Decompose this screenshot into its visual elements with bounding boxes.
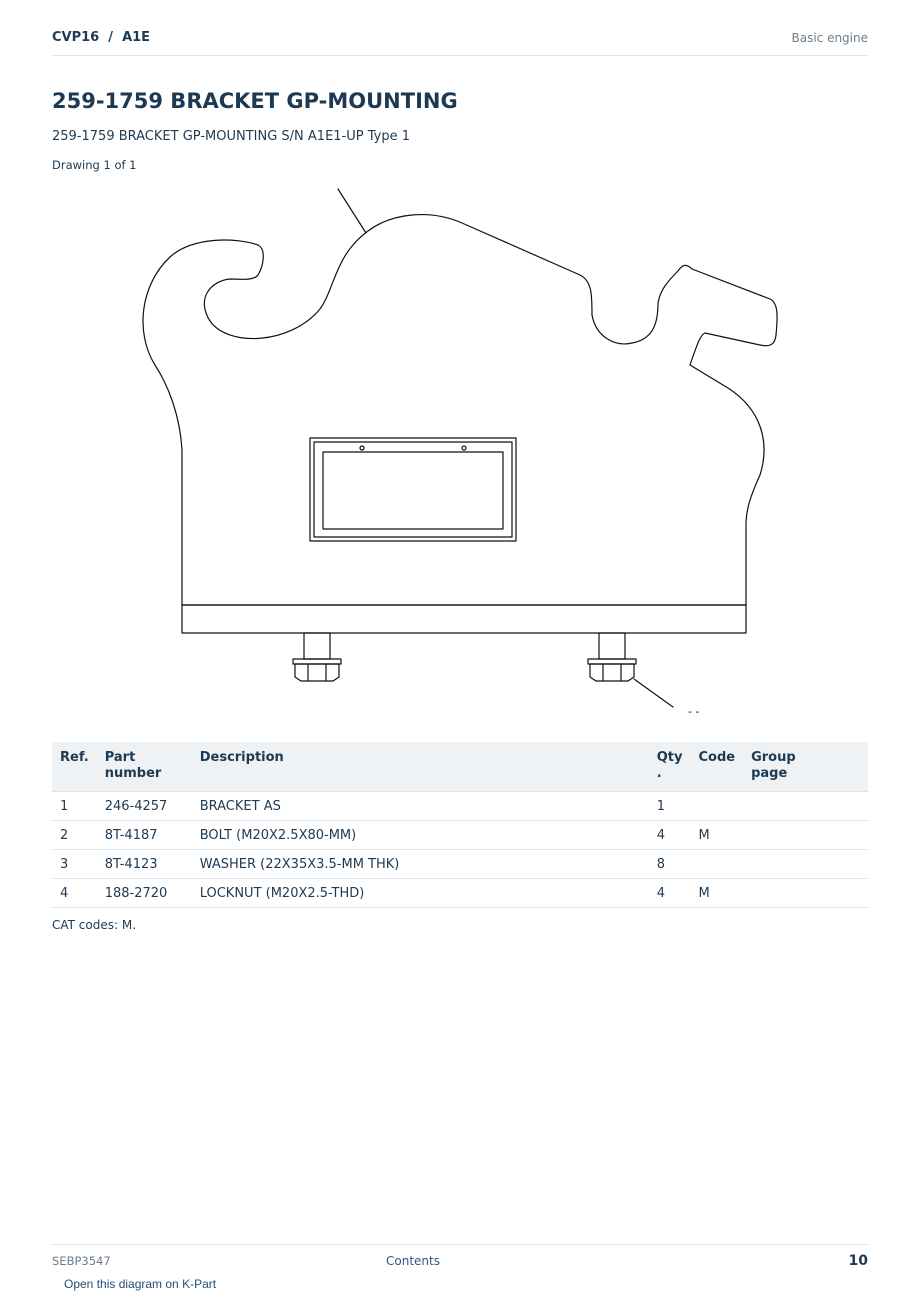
window-hole-left: [360, 446, 364, 450]
col-header-ref: Ref.: [52, 742, 97, 792]
table-row: [52, 792, 868, 821]
cell-code: M: [690, 879, 743, 908]
qty-header-line2: .: [656, 766, 662, 781]
table-row: [52, 879, 868, 908]
col-header-part-number: Part number: [97, 742, 192, 792]
cell-qty: 4: [649, 879, 691, 908]
bolt-shank-right: [599, 633, 625, 659]
plate-window-inner: [323, 452, 503, 529]
cell-part-number: 8T-4187: [97, 821, 192, 850]
callout-label: - -: [688, 705, 700, 718]
cell-part-number: 8T-4123: [97, 850, 192, 879]
table-header-row: [52, 742, 868, 792]
bracket-plate: [143, 215, 777, 605]
callout-leader-bottom: [634, 679, 673, 707]
cell-group-page: [743, 821, 868, 850]
cell-group-page: [743, 792, 868, 821]
col-header-group-page: [743, 742, 868, 792]
cell-code: M: [690, 821, 743, 850]
page-number: 10: [848, 1253, 868, 1269]
cell-code: [690, 792, 743, 821]
plate-window-mid: [314, 442, 512, 537]
cell-ref: 4: [52, 879, 97, 908]
open-kpart-link[interactable]: Open this diagram on K-Part: [64, 1277, 217, 1291]
bolt-shank-left: [304, 633, 330, 659]
nut-right: [590, 664, 634, 681]
breadcrumb: CVP16 / A1E: [52, 30, 151, 45]
page-title: 259-1759 BRACKET GP-MOUNTING: [52, 89, 458, 113]
bracket-drawing[interactable]: [130, 185, 790, 720]
group-header-line1: Group: [751, 750, 796, 765]
qty-header-line1: Qty: [656, 750, 683, 765]
table-row: [52, 821, 868, 850]
cell-description: BRACKET AS: [192, 792, 649, 821]
washer-left: [293, 659, 341, 664]
cell-ref: 3: [52, 850, 97, 879]
drawing-count: Drawing 1 of 1: [52, 158, 137, 172]
group-header-line2: page: [751, 766, 788, 781]
callout-leader-top: [338, 189, 366, 233]
document-id: SEBP3547: [52, 1254, 111, 1268]
cell-group-page: [743, 850, 868, 879]
contents-link[interactable]: Contents: [386, 1254, 440, 1268]
col-header-description: Description: [192, 742, 649, 792]
washer-right: [588, 659, 636, 664]
table-row: [52, 850, 868, 879]
section-name: Basic engine: [791, 31, 868, 45]
cell-description: BOLT (M20X2.5X80-MM): [192, 821, 649, 850]
cell-description: LOCKNUT (M20X2.5-THD): [192, 879, 649, 908]
page-footer: [52, 1244, 868, 1275]
window-hole-right: [462, 446, 466, 450]
col-header-code: Code: [690, 742, 743, 792]
cell-ref: 1: [52, 792, 97, 821]
cell-qty: 4: [649, 821, 691, 850]
cell-qty: 8: [649, 850, 691, 879]
cell-description: WASHER (22X35X3.5-MM THK): [192, 850, 649, 879]
cell-group-page: [743, 879, 868, 908]
cell-code: [690, 850, 743, 879]
page-subtitle: 259-1759 BRACKET GP-MOUNTING S/N A1E1-UP Type 1: [52, 129, 410, 144]
cell-qty: 1: [649, 792, 691, 821]
cell-part-number: 188-2720: [97, 879, 192, 908]
bracket-base: [182, 605, 746, 633]
page-header: [52, 28, 868, 56]
cat-codes-note: CAT codes: M.: [52, 918, 137, 932]
col-header-qty: [649, 742, 691, 792]
nut-left: [295, 664, 339, 681]
cell-part-number: 246-4257: [97, 792, 192, 821]
plate-window-outer: [310, 438, 516, 541]
cell-ref: 2: [52, 821, 97, 850]
parts-table: [52, 742, 868, 908]
